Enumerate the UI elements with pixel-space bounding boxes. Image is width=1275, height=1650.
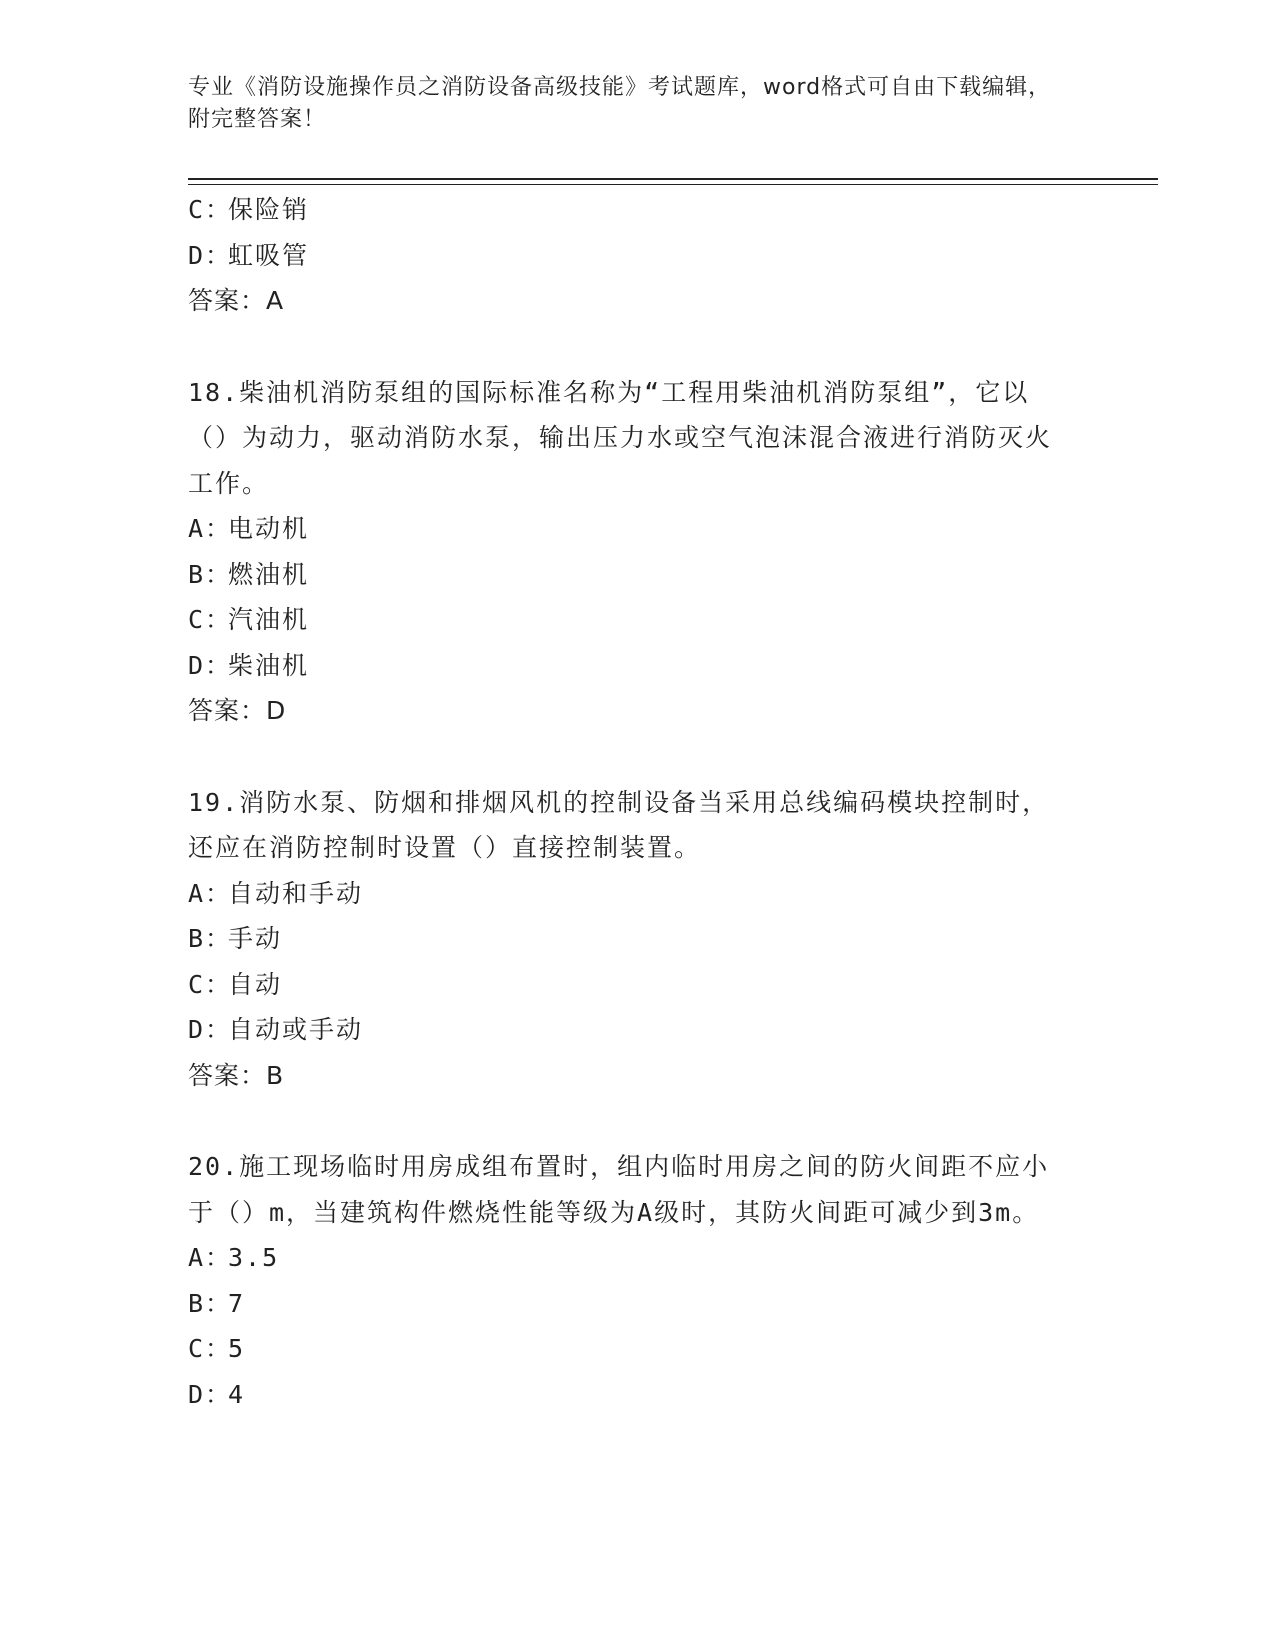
option-b bbox=[188, 916, 1068, 962]
option-text: 虹吸管 bbox=[228, 240, 310, 270]
option-d bbox=[188, 233, 1068, 279]
header-rule-thick bbox=[188, 178, 1158, 180]
answer: 答案：A bbox=[188, 286, 285, 315]
option-text: 3.5 bbox=[228, 1243, 280, 1272]
option-d bbox=[188, 1372, 1068, 1418]
option-text: 保险销 bbox=[228, 195, 310, 224]
option-key: C： bbox=[188, 195, 233, 224]
option-b bbox=[188, 1281, 1068, 1327]
option-key: D： bbox=[188, 1379, 233, 1409]
option-a bbox=[188, 1235, 1068, 1281]
option-text: 自动或手动 bbox=[228, 1015, 364, 1044]
header-rule-thin bbox=[188, 184, 1158, 185]
answer: 答案：B bbox=[188, 1060, 285, 1090]
question-18 bbox=[188, 370, 1068, 734]
option-d bbox=[188, 1007, 1068, 1053]
option-c bbox=[188, 597, 1068, 643]
question-19 bbox=[188, 780, 1068, 1099]
option-text: 汽油机 bbox=[228, 605, 310, 634]
option-key: B： bbox=[188, 1288, 233, 1318]
option-text: 自动和手动 bbox=[228, 878, 364, 908]
option-b bbox=[188, 552, 1068, 598]
option-key: D： bbox=[188, 1015, 233, 1044]
question-list bbox=[188, 187, 1068, 1417]
option-key: A： bbox=[188, 1243, 233, 1272]
question-20 bbox=[188, 1144, 1068, 1417]
option-key: A： bbox=[188, 514, 233, 543]
question-text: 20.施工现场临时用房成组布置时，组内临时用房之间的防火间距不应小于（）m，当建筑构件燃烧性能等级为A级时，其防火间距可减少到3m。 bbox=[188, 1152, 1050, 1227]
option-text: 柴油机 bbox=[228, 650, 310, 680]
option-text: 手动 bbox=[228, 924, 283, 953]
option-c bbox=[188, 962, 1068, 1008]
option-a bbox=[188, 506, 1068, 552]
option-a bbox=[188, 871, 1068, 917]
option-text: 燃油机 bbox=[228, 559, 310, 589]
option-text: 7 bbox=[228, 1288, 246, 1318]
option-text: 4 bbox=[228, 1379, 246, 1409]
option-c bbox=[188, 1326, 1068, 1372]
question-text: 19.消防水泵、防烟和排烟风机的控制设备当采用总线编码模块控制时，还应在消防控制时设置（）直接控制装置。 bbox=[188, 787, 1050, 862]
option-key: B： bbox=[188, 924, 233, 953]
answer: 答案：D bbox=[188, 696, 287, 725]
question-text: 18.柴油机消防泵组的国际标准名称为“工程用柴油机消防泵组”，它以（）为动力，驱动消防水泵，输出压力水或空气泡沫混合液进行消防灭火工作。 bbox=[188, 377, 1053, 498]
option-text: 5 bbox=[228, 1334, 246, 1363]
option-text: 自动 bbox=[228, 969, 283, 999]
option-key: C： bbox=[188, 605, 233, 634]
question-17-tail bbox=[188, 187, 1068, 324]
option-key: D： bbox=[188, 240, 233, 270]
document-header: 专业《消防设施操作员之消防设备高级技能》考试题库，word格式可自由下载编辑，附完整答案！ bbox=[188, 75, 1052, 132]
option-key: B： bbox=[188, 559, 233, 589]
option-key: C： bbox=[188, 1334, 233, 1363]
option-key: C： bbox=[188, 969, 233, 999]
option-d bbox=[188, 643, 1068, 689]
option-text: 电动机 bbox=[228, 514, 310, 543]
option-c bbox=[188, 187, 1068, 233]
option-key: A： bbox=[188, 878, 233, 908]
option-key: D： bbox=[188, 650, 233, 680]
